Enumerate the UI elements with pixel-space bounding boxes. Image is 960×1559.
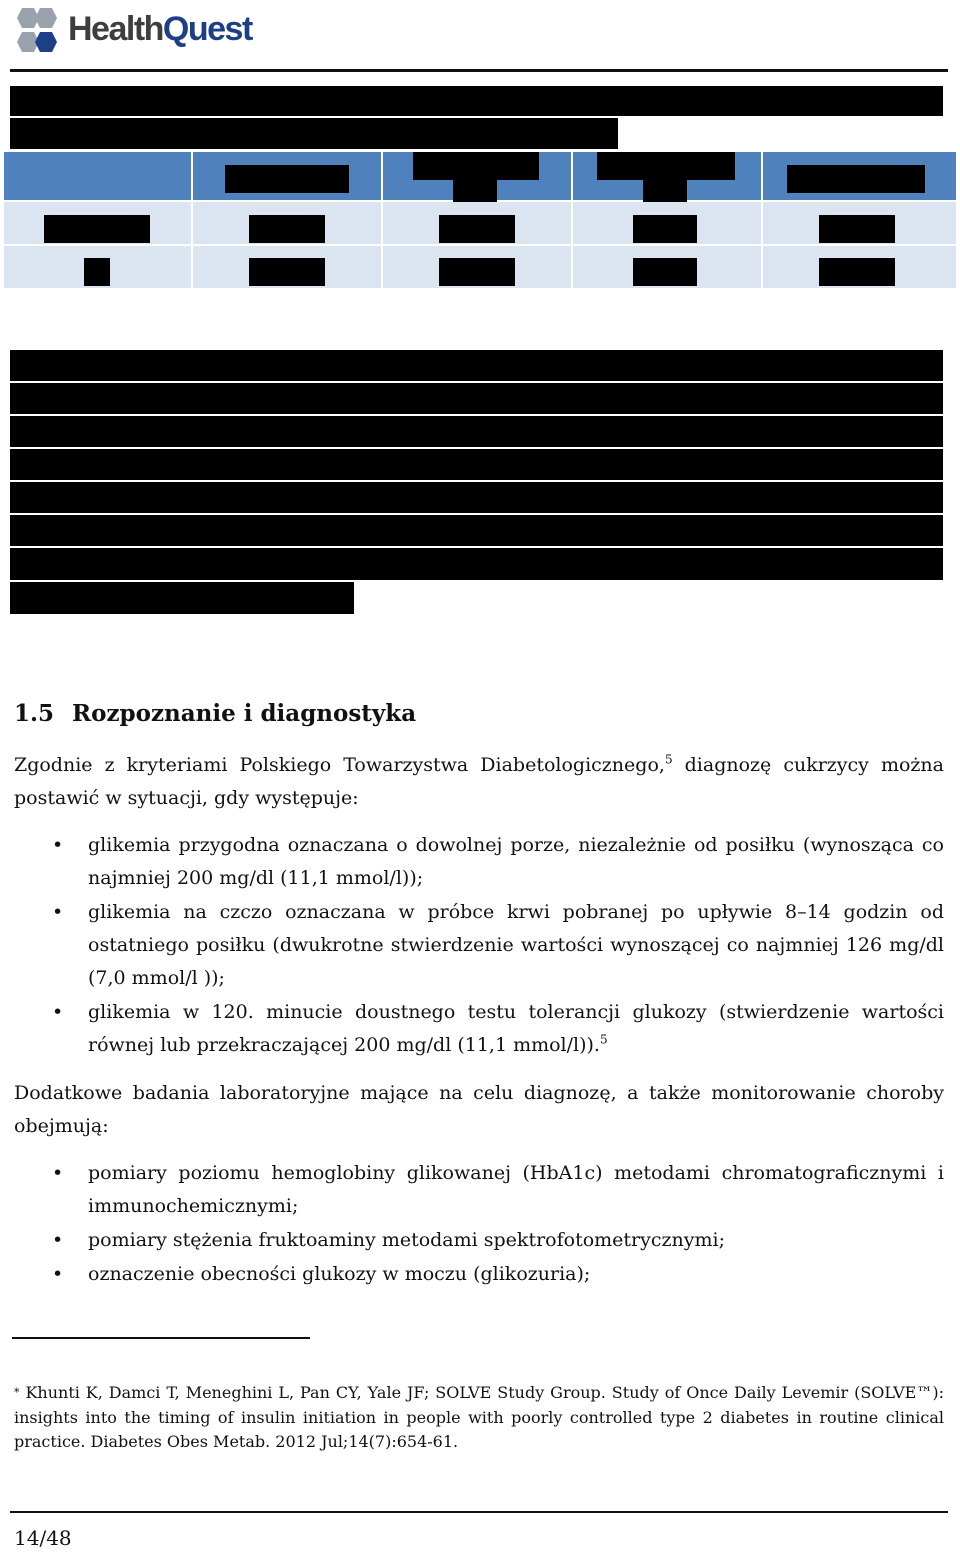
table-header-row — [4, 152, 956, 200]
section-title: Rozpoznanie i diagnostyka — [72, 700, 417, 727]
list-item: • glikemia przygodna oznaczana o dowolnej porze, niezależnie od posiłku (wynosząca co najmniej 200 mg/dl (11,1 mmol/l)); — [14, 829, 944, 895]
bullet-icon: • — [52, 1162, 64, 1184]
reference-superscript: 5 — [599, 1032, 608, 1047]
logo-cross-icon — [12, 4, 66, 58]
page-number: 14/48 — [14, 1526, 72, 1550]
list-item: • glikemia na czczo oznaczana w próbce krwi pobranej po upływie 8–14 godzin od ostatniego posiłku (dwukrotne stwierdzenie wartości wynoszącej co najmniej 126 mg/dl (7,0 mmol/l )); — [14, 896, 944, 995]
redacted-table — [4, 152, 956, 290]
redacted-text-line — [10, 416, 943, 447]
list-item: • oznaczenie obecności glukozy w moczu (glikozuria); — [14, 1258, 944, 1291]
list-item: • pomiary poziomu hemoglobiny glikowanej (HbA1c) metodami chromatograficznymi i immunochemicznymi; — [14, 1157, 944, 1223]
intro-paragraph: Zgodnie z kryteriami Polskiego Towarzystwa Diabetologicznego,$^5$ diagnozę cukrzycy można postawić w sytuacji, gdy występuje: — [14, 752, 944, 809]
redacted-text-line — [10, 515, 943, 546]
list-item: • glikemia w 120. minucie doustnego testu tolerancji glukozy (stwierdzenie wartości równej lub przekraczającej 200 mg/dl (11,1 mmol/l)).$^5$ — [14, 996, 944, 1062]
redacted-text-line — [10, 383, 943, 414]
additional-tests-intro: Dodatkowe badania laboratoryjne mające na celu diagnozę, a także monitorowanie choroby obejmują: — [14, 1082, 944, 1137]
footnote-marker: * — [14, 1386, 20, 1399]
table-header-cell — [573, 152, 761, 200]
footer-rule — [10, 1511, 948, 1513]
table-header-cell — [383, 152, 571, 200]
table-row — [4, 202, 956, 244]
bullet-icon: • — [52, 1229, 64, 1251]
section-heading — [14, 700, 416, 727]
table-row — [4, 246, 956, 288]
logo-wordmark — [68, 10, 252, 49]
redacted-text-line — [10, 548, 943, 580]
table-header-cell — [193, 152, 381, 200]
redacted-text-line — [10, 449, 943, 480]
logo-word-quest: Quest — [162, 10, 252, 48]
redacted-text-line — [10, 582, 354, 614]
redacted-text-line — [10, 482, 943, 513]
header-rule — [10, 69, 948, 72]
reference-superscript: 5 — [664, 752, 673, 767]
redacted-text-line — [10, 86, 943, 116]
logo-word-health: Health — [68, 10, 163, 48]
footnote — [14, 1381, 944, 1455]
bullet-icon: • — [52, 1263, 64, 1285]
footnote-text: Khunti K, Damci T, Meneghini L, Pan CY, Yale JF; SOLVE Study Group. Study of Once Daily Levemir (SOLVE™): insights into the timing of insulin initiation in people with poorly controlled type 2 diabetes in routine clinical practice. Diabetes Obes Metab. 2012 Jul;14(7):654-61. — [14, 1383, 944, 1451]
redacted-text-line — [10, 118, 618, 149]
table-header-cell — [763, 152, 956, 200]
bullet-icon: • — [52, 1001, 64, 1023]
bullet-icon: • — [52, 901, 64, 923]
table-header-cell — [4, 152, 191, 200]
section-number: 1.5 — [14, 700, 55, 727]
criteria-list — [14, 829, 944, 1062]
footnote-separator — [12, 1337, 310, 1339]
additional-tests-list — [14, 1157, 944, 1291]
list-item: • pomiary stężenia fruktoaminy metodami spektrofotometrycznymi; — [14, 1224, 944, 1257]
healthquest-logo — [12, 4, 312, 58]
redacted-text-line — [10, 350, 943, 381]
bullet-icon: • — [52, 834, 64, 856]
